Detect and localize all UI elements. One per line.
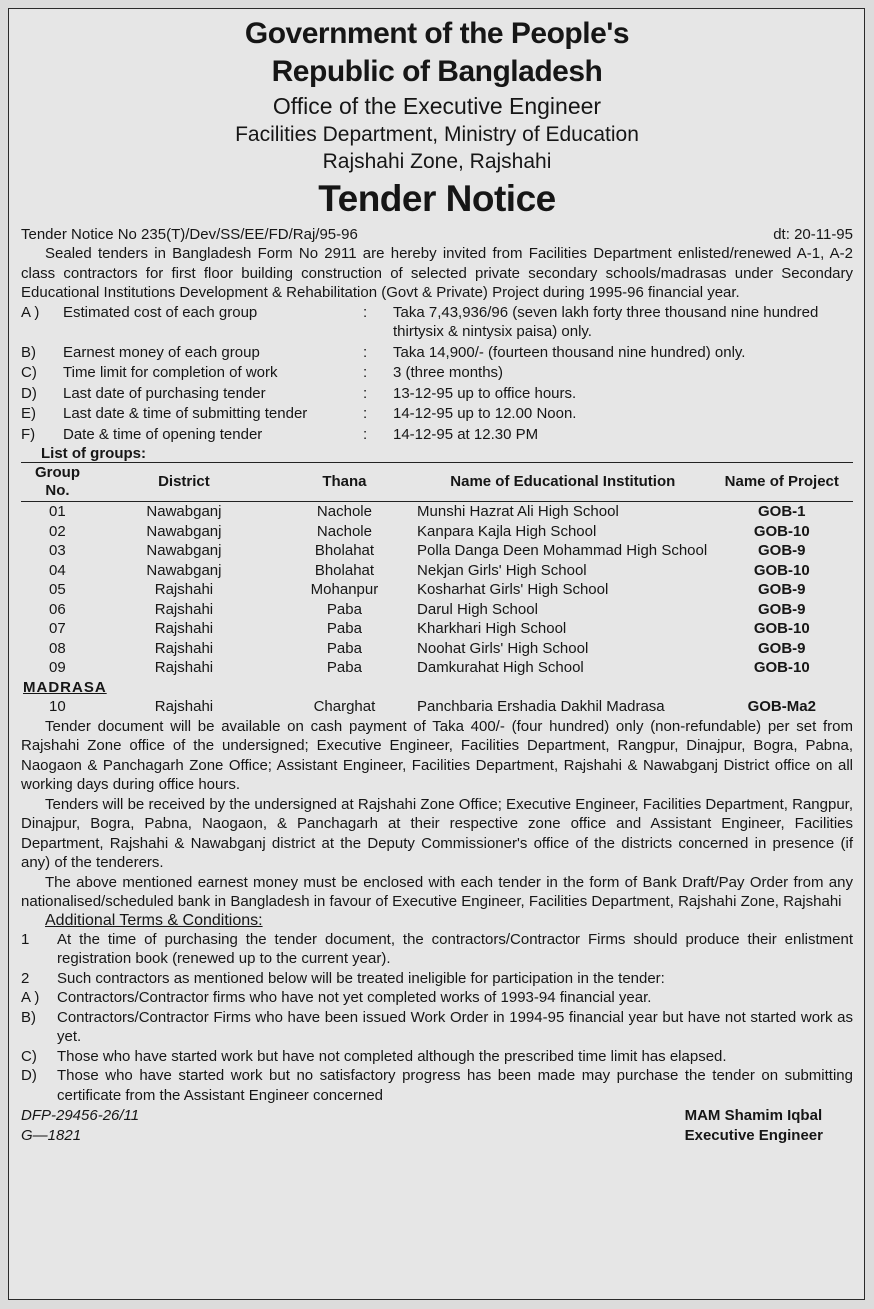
madrasa-label: MADRASA [23, 678, 107, 696]
groups-heading: List of groups: [41, 445, 146, 462]
reference-number: Tender Notice No 235(T)/Dev/SS/EE/FD/Raj/95-96 [21, 226, 358, 243]
term-key: B) [21, 1008, 36, 1026]
table-cell: Nekjan Girls' High School [417, 561, 587, 579]
column-header: Name of Project [711, 463, 853, 502]
table-cell: GOB-Ma2 [747, 698, 816, 715]
table-cell: Nawabganj [146, 522, 222, 540]
table-row [21, 639, 853, 659]
detail-key: D) [21, 384, 37, 402]
detail-key: A ) [21, 303, 40, 321]
table-cell: Nawabganj [146, 503, 222, 520]
detail-colon: : [363, 384, 368, 402]
table-cell: Nachole [316, 522, 372, 540]
term-key: C) [21, 1047, 37, 1065]
header-office: Office of the Executive Engineer [272, 93, 602, 119]
table-cell: Panchbaria Ershadia Dakhil Madrasa [417, 698, 665, 715]
received-paragraph: Tenders will be received by the undersigned at Rajshahi Zone Office; Executive Engineer, Facilities Department, Rangpur, Dinajpur, Bogra, Pabna, Naogaon, & Panchagarh at their respective zone office and Assistant Engineer, Facilities Department, Rajshahi & Nawabganj district at the Deputy Commissioner's office of the districts concerned in presence (if any) of the tenderers. [21, 795, 853, 871]
footer-codes [21, 1106, 139, 1145]
table-cell: Rajshahi [154, 698, 214, 715]
header-line1: Government of the People's [244, 17, 630, 50]
table-cell: Kanpara Kajla High School [417, 522, 597, 540]
notice-frame [8, 8, 865, 1300]
table-cell: Paba [326, 659, 362, 676]
table-cell: GOB-10 [753, 561, 810, 579]
table-cell: Paba [326, 639, 362, 657]
detail-label: Date & time of opening tender [63, 425, 263, 443]
header-dept: Facilities Department, Ministry of Education [235, 123, 639, 146]
table-row [21, 619, 853, 639]
table-cell: Kharkhari High School [417, 620, 567, 637]
detail-label: Estimated cost of each group [63, 303, 258, 321]
table-cell: GOB-9 [758, 639, 806, 657]
table-cell: 03 [49, 542, 66, 559]
detail-value: 3 (three months) [393, 364, 504, 381]
table-cell: Nawabganj [146, 542, 222, 559]
groups-table [21, 462, 853, 717]
table-row [21, 697, 853, 717]
madrasa-row [21, 678, 853, 698]
detail-colon: : [363, 343, 368, 361]
detail-key: B) [21, 343, 36, 361]
table-cell: Mohanpur [310, 581, 379, 598]
footer [21, 1106, 853, 1145]
notice-body [21, 15, 853, 1145]
table-cell: Charghat [313, 698, 376, 715]
intro-paragraph: Sealed tenders in Bangladesh Form No 2911 are hereby invited from Facilities Department enlisted/renewed A-1, A-2 class contractors for first floor building construction of selected private secondary schools/madrasas under Secondary Educational Institutions Development & Rehabilitation (Govt & Private) Project during 1995-96 financial year. [21, 245, 853, 301]
detail-label: Earnest money of each group [63, 343, 260, 361]
term-key: 1 [21, 930, 30, 948]
table-cell: GOB-10 [753, 659, 810, 676]
table-cell: 04 [49, 561, 66, 579]
term-text: Such contractors as mentioned below will be treated ineligible for participation in the tender: [57, 969, 665, 987]
table-cell: 08 [49, 639, 66, 657]
table-cell: GOB-10 [753, 522, 810, 540]
term-text: Contractors/Contractor Firms who have been issued Work Order in 1994-95 financial year but have not started work as yet. [57, 1008, 853, 1045]
term-key: 2 [21, 969, 30, 987]
term-key: D) [21, 1067, 37, 1084]
table-cell: Polla Danga Deen Mohammad High School [417, 542, 708, 559]
table-row [21, 658, 853, 678]
table-cell: GOB-1 [758, 503, 806, 520]
document-paragraph: Tender document will be available on cash payment of Taka 400/- (four hundred) only (non-refundable) per set from Rajshahi Zone office of the undersigned; Executive Engineer, Facilities Department, Rangpur, Dinajpur, Bogra, Pabna, Naogaon & Panchagarh Zone Office; Assistant Engineer, Facilities Department, Rajshahi & Nawabganj District office on all working days during office hours. [21, 717, 853, 793]
detail-label: Last date & time of submitting tender [63, 405, 308, 422]
table-cell: GOB-9 [758, 600, 806, 618]
table-cell: Rajshahi [154, 639, 214, 657]
table-cell: Paba [326, 600, 362, 618]
detail-colon: : [363, 364, 368, 381]
table-cell: Nachole [316, 503, 372, 520]
header-zone: Rajshahi Zone, Rajshahi [322, 150, 552, 173]
notice-title: Tender Notice [318, 178, 556, 219]
table-cell: 09 [49, 659, 66, 676]
terms-heading: Additional Terms & Conditions: [45, 911, 263, 929]
table-cell: GOB-10 [753, 620, 810, 637]
table-cell: Rajshahi [154, 600, 214, 618]
detail-value: 14-12-95 up to 12.00 Noon. [393, 405, 577, 422]
term-text: Those who have started work but have not completed although the prescribed time limit has elapsed. [57, 1047, 727, 1065]
column-header: Thana [274, 463, 415, 502]
detail-value: Taka 7,43,936/96 (seven lakh forty three thousand nine hundred thirtysix & nintysix paisa) only. [393, 303, 819, 340]
table-cell: Rajshahi [154, 581, 214, 598]
column-header: Name of Educational Institution [415, 463, 711, 502]
table-cell: 10 [49, 698, 66, 715]
table-cell: Noohat Girls' High School [417, 639, 589, 657]
g-code: G—1821 [21, 1126, 82, 1144]
table-cell: Darul High School [417, 600, 538, 618]
detail-value: 13-12-95 up to office hours. [393, 384, 577, 402]
term-text: Contractors/Contractor firms who have not yet completed works of 1993-94 financial year. [57, 989, 652, 1006]
reference-line [21, 225, 853, 244]
table-row [21, 600, 853, 620]
header-line2: Republic of Bangladesh [271, 55, 603, 88]
detail-label: Last date of purchasing tender [63, 384, 266, 402]
terms-list [21, 930, 853, 1106]
reference-date: dt: 20-11-95 [773, 226, 853, 243]
earnest-paragraph: The above mentioned earnest money must be enclosed with each tender in the form of Bank Draft/Pay Order from any nationalised/scheduled bank in Bangladesh in favour of Executive Engineer, Facilities Department, Rajshahi Zone, Rajshahi [21, 873, 853, 910]
details-list [21, 303, 853, 446]
table-row [21, 502, 853, 522]
detail-value: 14-12-95 at 12.30 PM [393, 425, 539, 443]
groups-table-header [21, 463, 853, 502]
detail-colon: : [363, 425, 368, 443]
detail-key: E) [21, 405, 36, 422]
table-cell: Rajshahi [154, 659, 214, 676]
detail-colon: : [363, 303, 368, 321]
table-row [21, 541, 853, 561]
table-cell: Bholahat [314, 542, 375, 559]
table-cell: 05 [49, 581, 66, 598]
detail-colon: : [363, 405, 368, 422]
table-cell: Paba [326, 620, 362, 637]
table-cell: Nawabganj [146, 561, 222, 579]
term-key: A ) [21, 989, 40, 1006]
signatory-designation: Executive Engineer [684, 1126, 823, 1144]
signature-block [685, 1106, 853, 1145]
table-cell: Bholahat [314, 561, 375, 579]
column-header: Group No. [21, 463, 94, 502]
table-cell: Rajshahi [154, 620, 214, 637]
dfp-code: DFP-29456-26/11 [21, 1107, 140, 1124]
term-text: At the time of purchasing the tender document, the contractors/Contractor Firms should produce their enlistment registration book (renewed up to the current year). [57, 930, 853, 967]
signatory-name: MAM Shamim Iqbal [684, 1107, 823, 1124]
table-cell: GOB-9 [758, 542, 806, 559]
detail-value: Taka 14,900/- (fourteen thousand nine hundred) only. [393, 343, 746, 361]
table-cell: Munshi Hazrat Ali High School [417, 503, 619, 520]
table-cell: 06 [49, 600, 66, 618]
table-cell: GOB-9 [758, 581, 806, 598]
detail-key: C) [21, 364, 37, 381]
detail-label: Time limit for completion of work [63, 364, 278, 381]
table-cell: 07 [49, 620, 66, 637]
table-cell: 01 [49, 503, 66, 520]
table-row [21, 580, 853, 600]
term-text: Those who have started work but no satisfactory progress has been made may purchase the tender on submitting certificate from the Assistant Engineer concerned [57, 1067, 853, 1104]
detail-key: F) [21, 425, 36, 443]
table-cell: Damkurahat High School [417, 659, 584, 676]
table-cell: Kosharhat Girls' High School [417, 581, 609, 598]
column-header: District [94, 463, 274, 502]
table-row [21, 561, 853, 581]
table-row [21, 522, 853, 542]
table-cell: 02 [49, 522, 66, 540]
